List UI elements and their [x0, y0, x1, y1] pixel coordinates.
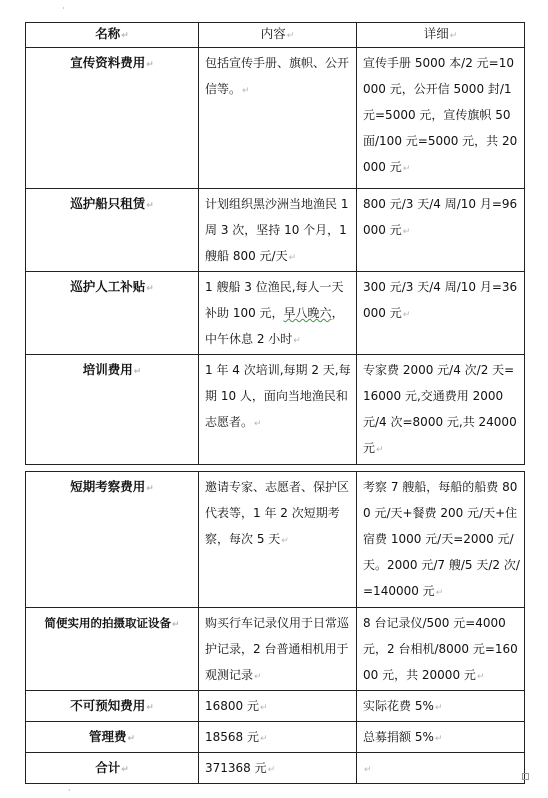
- row-content-cell: [199, 608, 357, 691]
- row-name-cell: [26, 722, 199, 753]
- row-detail: 考察 7 艘船，每船的船费 800 元/天+餐费 200 元/天+住宿费 1000 元/天=2000 元/天。2000 元/7 艘/5 天/2 次/=140000 元: [363, 480, 520, 598]
- row-content-cell: [199, 355, 357, 465]
- row-content: 邀请专家、志愿者、保护区代表等，1 年 2 次短期考察，每次 5 天: [205, 480, 350, 546]
- table-row: [26, 608, 525, 691]
- paragraph-mark: ↵: [435, 588, 444, 598]
- paragraph-mark: ↵: [402, 227, 411, 237]
- paragraph-mark: ↵: [293, 336, 301, 346]
- paragraph-mark: ↵: [146, 60, 154, 70]
- paragraph-mark: ↵: [376, 445, 384, 455]
- table-row: [26, 472, 525, 608]
- paragraph-mark: ↵: [364, 765, 372, 775]
- paragraph-mark: ↵: [254, 672, 262, 682]
- row-name-cell: [26, 355, 199, 465]
- row-detail: 总募捐额 5%: [363, 730, 434, 744]
- row-detail-cell: [357, 48, 525, 189]
- header-detail: 详细: [423, 26, 449, 41]
- row-content: 371368 元: [205, 761, 267, 775]
- header-name: 名称: [95, 26, 121, 41]
- table-row: [26, 189, 525, 272]
- margin-dot: ·: [68, 786, 71, 795]
- paragraph-mark: ↵: [434, 703, 443, 713]
- row-content-cell: [199, 272, 357, 355]
- paragraph-mark: ↵: [281, 536, 289, 546]
- row-content: 包括宣传手册、旗帜、公开信等。: [205, 56, 350, 96]
- paragraph-mark: ↵: [242, 86, 250, 96]
- row-content-cell: [199, 48, 357, 189]
- row-detail: 实际花费 5%: [363, 699, 434, 713]
- row-content: 计划组织黑沙洲当地渔民 1 周 3 次，坚持 10 个月，1 艘船 800 元/天: [205, 197, 349, 263]
- row-detail-cell: [357, 472, 525, 608]
- row-name-cell: [26, 272, 199, 355]
- paragraph-mark: ↵: [476, 672, 485, 682]
- budget-table-part-2: [25, 471, 525, 784]
- table-header-row: [26, 23, 525, 48]
- grammar-underlined-text: 早八晚六: [283, 306, 332, 320]
- table-row: [26, 272, 525, 355]
- paragraph-mark: ↵: [146, 484, 154, 494]
- row-content: 18568 元: [205, 730, 259, 744]
- row-detail-cell: [357, 272, 525, 355]
- paragraph-mark: ↵: [127, 734, 136, 744]
- paragraph-mark: ↵: [449, 31, 458, 41]
- row-detail: 8 台记录仪/500 元=4000 元，2 台相机/8000 元=16000 元，共 20000 元: [363, 616, 518, 682]
- paragraph-mark: ↵: [260, 734, 268, 744]
- table-row: [26, 691, 525, 722]
- row-detail-cell: [357, 355, 525, 465]
- row-content: 16800 元: [205, 699, 259, 713]
- paragraph-mark: ↵: [146, 284, 154, 294]
- row-name-cell: [26, 472, 199, 608]
- row-detail-cell: [357, 753, 525, 784]
- row-name: 管理费: [88, 729, 127, 744]
- paragraph-mark: ↵: [260, 703, 268, 713]
- paragraph-mark: ↵: [146, 201, 154, 211]
- paragraph-mark: ↵: [121, 765, 129, 775]
- row-content-tail: ，中午休息 2 小时: [205, 306, 344, 346]
- paragraph-mark: ↵: [402, 310, 411, 320]
- paragraph-mark: ↵: [121, 31, 129, 41]
- row-detail-cell: [357, 189, 525, 272]
- row-name-cell: [26, 189, 199, 272]
- header-name-cell: [26, 23, 199, 48]
- row-detail: 宣传手册 5000 本/2 元=10000 元，公开信 5000 封/1 元=5000 元，宣传旗帜 50 面/100 元=5000 元，共 20000 元: [363, 56, 518, 174]
- row-name: 不可预知费用: [70, 698, 146, 713]
- row-content: 1 艘船 3 位渔民,每人一天补助 100 元，: [205, 280, 344, 320]
- budget-table-part-1: [25, 22, 525, 465]
- row-name-cell: [26, 691, 199, 722]
- row-detail-cell: [357, 608, 525, 691]
- row-content: 1 年 4 次培训,每期 2 天,每期 10 人，面向当地渔民和志愿者。: [205, 363, 351, 429]
- row-name: 巡护船只租赁: [70, 196, 146, 211]
- paragraph-mark: ↵: [434, 734, 443, 744]
- row-detail: 300 元/3 天/4 周/10 月=36000 元: [363, 280, 518, 320]
- table-row: [26, 722, 525, 753]
- row-content-cell: [199, 472, 357, 608]
- paragraph-mark: ↵: [146, 703, 154, 713]
- row-content-cell: [199, 753, 357, 784]
- row-name: 培训费用: [82, 362, 133, 377]
- row-content-cell: [199, 691, 357, 722]
- header-content-cell: [199, 23, 357, 48]
- row-name-cell: [26, 48, 199, 189]
- paragraph-mark: ↵: [171, 620, 180, 630]
- row-detail-cell: [357, 691, 525, 722]
- table-row: [26, 355, 525, 465]
- row-name-cell: [26, 753, 199, 784]
- paragraph-mark: ↵: [133, 367, 142, 377]
- row-content-cell: [199, 189, 357, 272]
- row-name: 巡护人工补贴: [70, 279, 146, 294]
- paragraph-mark: ↵: [402, 164, 411, 174]
- row-name: 宣传资料费用: [70, 55, 146, 70]
- cell-end-marker: [522, 773, 529, 780]
- row-name: 简便实用的拍摄取证设备: [44, 616, 171, 630]
- header-content: 内容: [260, 26, 286, 41]
- table-row: [26, 48, 525, 189]
- row-name: 合计: [95, 760, 121, 775]
- paragraph-mark: ↵: [254, 419, 262, 429]
- row-name-cell: [26, 608, 199, 691]
- table-row: [26, 753, 525, 784]
- row-content: 购买行车记录仪用于日常巡护记录，2 台普通相机用于观测记录: [205, 616, 350, 682]
- row-detail: 专家费 2000 元/4 次/2 天=16000 元,交通费用 2000 元/4 次=8000 元,共 24000 元: [363, 363, 517, 455]
- header-detail-cell: [357, 23, 525, 48]
- margin-dot: ·: [62, 4, 65, 13]
- row-name: 短期考察费用: [70, 479, 146, 494]
- row-detail: 800 元/3 天/4 周/10 月=96000 元: [363, 197, 518, 237]
- row-detail-cell: [357, 722, 525, 753]
- paragraph-mark: ↵: [267, 765, 276, 775]
- row-content-cell: [199, 722, 357, 753]
- paragraph-mark: ↵: [286, 31, 295, 41]
- paragraph-mark: ↵: [288, 253, 297, 263]
